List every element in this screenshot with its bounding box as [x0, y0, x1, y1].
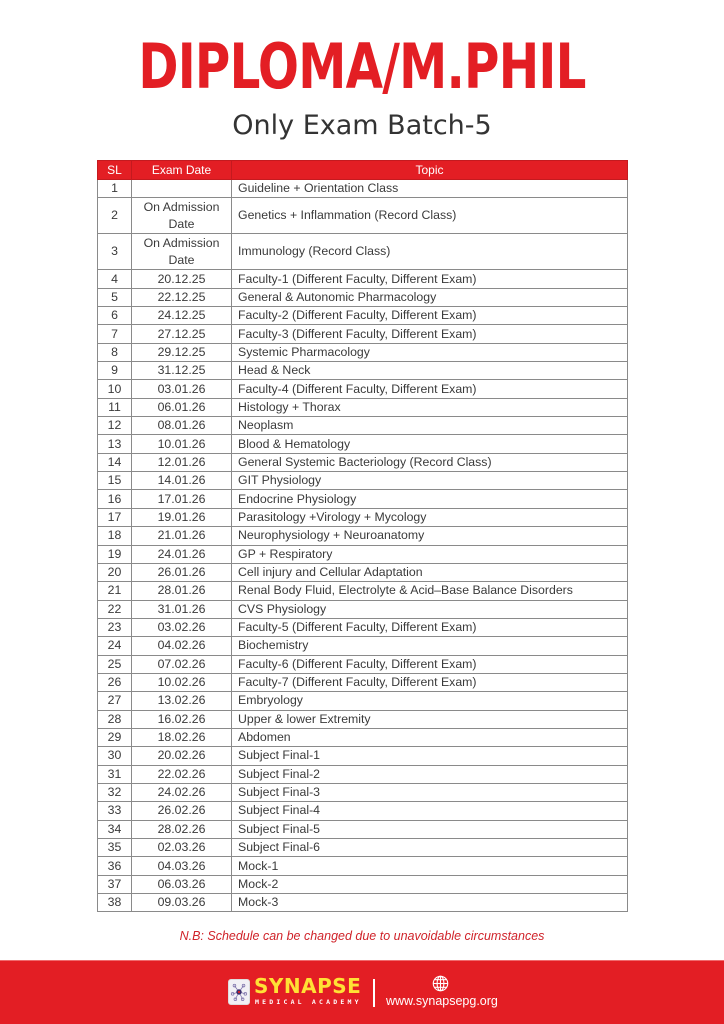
sl-cell: 14: [98, 453, 132, 471]
sl-cell: 19: [98, 545, 132, 563]
topic-cell: Mock-3: [232, 894, 628, 912]
table-row: [98, 655, 628, 673]
exam-date-cell: 03.02.26: [132, 618, 232, 636]
exam-date-cell: 31.01.26: [132, 600, 232, 618]
exam-date-cell: 06.01.26: [132, 398, 232, 416]
sl-cell: 13: [98, 435, 132, 453]
exam-date-cell: 31.12.25: [132, 362, 232, 380]
table-row: [98, 398, 628, 416]
sl-cell: 1: [98, 180, 132, 198]
exam-date-cell: 03.01.26: [132, 380, 232, 398]
exam-date-cell: 14.01.26: [132, 472, 232, 490]
table-header-row: [98, 161, 628, 180]
table-row: [98, 270, 628, 288]
topic-cell: Faculty-4 (Different Faculty, Different Exam): [232, 380, 628, 398]
exam-date-cell: 07.02.26: [132, 655, 232, 673]
exam-date-cell: 21.01.26: [132, 527, 232, 545]
table-row: [98, 325, 628, 343]
topic-cell: GIT Physiology: [232, 472, 628, 490]
topic-cell: Faculty-5 (Different Faculty, Different Exam): [232, 618, 628, 636]
exam-date-cell: [132, 180, 232, 198]
table-row: [98, 692, 628, 710]
exam-date-cell: 06.03.26: [132, 875, 232, 893]
sl-cell: 11: [98, 398, 132, 416]
exam-date-cell: 04.03.26: [132, 857, 232, 875]
sl-cell: 5: [98, 288, 132, 306]
exam-date-cell: 17.01.26: [132, 490, 232, 508]
page-subtitle: Only Exam Batch-5: [232, 110, 492, 141]
network-nodes-icon: [228, 979, 250, 1005]
sl-cell: 26: [98, 673, 132, 691]
table-row: [98, 380, 628, 398]
table-row: [98, 802, 628, 820]
topic-cell: General & Autonomic Pharmacology: [232, 288, 628, 306]
sl-cell: 25: [98, 655, 132, 673]
topic-cell: Head & Neck: [232, 362, 628, 380]
sl-cell: 3: [98, 234, 132, 270]
exam-date-cell: 10.01.26: [132, 435, 232, 453]
table-row: [98, 508, 628, 526]
sl-cell: 34: [98, 820, 132, 838]
topic-cell: Embryology: [232, 692, 628, 710]
table-row: [98, 839, 628, 857]
table-row: [98, 527, 628, 545]
sl-cell: 22: [98, 600, 132, 618]
topic-cell: Mock-2: [232, 875, 628, 893]
topic-cell: Subject Final-1: [232, 747, 628, 765]
sl-cell: 20: [98, 563, 132, 581]
table-row: [98, 435, 628, 453]
exam-date-cell: 28.02.26: [132, 820, 232, 838]
table-row: [98, 453, 628, 471]
topic-cell: General Systemic Bacteriology (Record Class): [232, 453, 628, 471]
topic-cell: Immunology (Record Class): [232, 234, 628, 270]
exam-date-cell: 26.01.26: [132, 563, 232, 581]
table-row: [98, 417, 628, 435]
exam-date-cell: 27.12.25: [132, 325, 232, 343]
exam-date-cell: 20.12.25: [132, 270, 232, 288]
topic-cell: Genetics + Inflammation (Record Class): [232, 198, 628, 234]
topic-cell: Subject Final-4: [232, 802, 628, 820]
exam-date-cell: 19.01.26: [132, 508, 232, 526]
exam-date-cell: 02.03.26: [132, 839, 232, 857]
table-row: [98, 618, 628, 636]
sl-cell: 18: [98, 527, 132, 545]
exam-date-cell: 16.02.26: [132, 710, 232, 728]
sl-cell: 4: [98, 270, 132, 288]
sl-cell: 24: [98, 637, 132, 655]
table-row: [98, 710, 628, 728]
sl-cell: 30: [98, 747, 132, 765]
sl-cell: 16: [98, 490, 132, 508]
table-row: [98, 783, 628, 801]
topic-cell: Parasitology +Virology + Mycology: [232, 508, 628, 526]
table-row: [98, 234, 628, 270]
topic-cell: Abdomen: [232, 728, 628, 746]
table-row: [98, 563, 628, 581]
topic-cell: Endocrine Physiology: [232, 490, 628, 508]
sl-cell: 27: [98, 692, 132, 710]
sl-cell: 7: [98, 325, 132, 343]
topic-cell: Blood & Hematology: [232, 435, 628, 453]
topic-cell: Subject Final-2: [232, 765, 628, 783]
table-row: [98, 728, 628, 746]
exam-date-cell: 24.02.26: [132, 783, 232, 801]
exam-date-cell: 12.01.26: [132, 453, 232, 471]
table-row: [98, 288, 628, 306]
exam-date-cell: 26.02.26: [132, 802, 232, 820]
topic-cell: Faculty-1 (Different Faculty, Different Exam): [232, 270, 628, 288]
topic-cell: GP + Respiratory: [232, 545, 628, 563]
exam-date-cell: 10.02.26: [132, 673, 232, 691]
exam-date-cell: 04.02.26: [132, 637, 232, 655]
table-row: [98, 343, 628, 361]
sl-cell: 23: [98, 618, 132, 636]
footer-divider: [373, 979, 375, 1007]
table-row: [98, 875, 628, 893]
globe-icon: [432, 975, 449, 992]
table-row: [98, 307, 628, 325]
sl-cell: 2: [98, 198, 132, 234]
table-row: [98, 857, 628, 875]
sl-cell: 15: [98, 472, 132, 490]
exam-date-cell: 28.01.26: [132, 582, 232, 600]
topic-cell: Guideline + Orientation Class: [232, 180, 628, 198]
topic-cell: Systemic Pharmacology: [232, 343, 628, 361]
table-row: [98, 198, 628, 234]
topic-cell: Biochemistry: [232, 637, 628, 655]
table-row: [98, 472, 628, 490]
exam-date-cell: 08.01.26: [132, 417, 232, 435]
table-row: [98, 747, 628, 765]
topic-cell: Subject Final-5: [232, 820, 628, 838]
table-row: [98, 545, 628, 563]
sl-cell: 17: [98, 508, 132, 526]
exam-date-cell: 09.03.26: [132, 894, 232, 912]
sl-cell: 35: [98, 839, 132, 857]
sl-cell: 10: [98, 380, 132, 398]
topic-cell: Neurophysiology + Neuroanatomy: [232, 527, 628, 545]
topic-cell: Faculty-3 (Different Faculty, Different Exam): [232, 325, 628, 343]
exam-date-cell: On Admission Date: [132, 198, 232, 234]
topic-cell: Subject Final-3: [232, 783, 628, 801]
sl-cell: 36: [98, 857, 132, 875]
sl-cell: 37: [98, 875, 132, 893]
table-row: [98, 673, 628, 691]
footer-banner: [0, 960, 724, 1024]
column-header-topic: Topic: [232, 161, 628, 180]
sl-cell: 8: [98, 343, 132, 361]
column-header-exam-date: Exam Date: [132, 161, 232, 180]
table-row: [98, 600, 628, 618]
topic-cell: Faculty-6 (Different Faculty, Different Exam): [232, 655, 628, 673]
exam-date-cell: 20.02.26: [132, 747, 232, 765]
sl-cell: 6: [98, 307, 132, 325]
topic-cell: Upper & lower Extremity: [232, 710, 628, 728]
website-link[interactable]: www.synapsepg.org: [386, 994, 498, 1008]
topic-cell: Faculty-2 (Different Faculty, Different Exam): [232, 307, 628, 325]
table-row: [98, 582, 628, 600]
brand-subtitle: MEDICAL ACADEMY: [255, 998, 362, 1006]
exam-schedule-table: [97, 160, 628, 912]
table-row: [98, 765, 628, 783]
exam-date-cell: On Admission Date: [132, 234, 232, 270]
table-body: [98, 180, 628, 912]
topic-cell: Subject Final-6: [232, 839, 628, 857]
sl-cell: 9: [98, 362, 132, 380]
exam-date-cell: 24.12.25: [132, 307, 232, 325]
sl-cell: 29: [98, 728, 132, 746]
sl-cell: 32: [98, 783, 132, 801]
sl-cell: 12: [98, 417, 132, 435]
exam-date-cell: 22.02.26: [132, 765, 232, 783]
table-row: [98, 894, 628, 912]
topic-cell: Histology + Thorax: [232, 398, 628, 416]
table-row: [98, 820, 628, 838]
exam-date-cell: 13.02.26: [132, 692, 232, 710]
exam-date-cell: 24.01.26: [132, 545, 232, 563]
sl-cell: 31: [98, 765, 132, 783]
exam-date-cell: 22.12.25: [132, 288, 232, 306]
topic-cell: Mock-1: [232, 857, 628, 875]
topic-cell: Faculty-7 (Different Faculty, Different Exam): [232, 673, 628, 691]
sl-cell: 28: [98, 710, 132, 728]
schedule-note: N.B: Schedule can be changed due to unavoidable circumstances: [179, 929, 545, 943]
sl-cell: 33: [98, 802, 132, 820]
column-header-sl: SL: [98, 161, 132, 180]
sl-cell: 21: [98, 582, 132, 600]
topic-cell: CVS Physiology: [232, 600, 628, 618]
table-row: [98, 180, 628, 198]
topic-cell: Neoplasm: [232, 417, 628, 435]
table-row: [98, 637, 628, 655]
topic-cell: Cell injury and Cellular Adaptation: [232, 563, 628, 581]
page-title: DIPLOMA/M.PHIL: [138, 30, 586, 103]
table-row: [98, 362, 628, 380]
exam-date-cell: 29.12.25: [132, 343, 232, 361]
sl-cell: 38: [98, 894, 132, 912]
topic-cell: Renal Body Fluid, Electrolyte & Acid–Base Balance Disorders: [232, 582, 628, 600]
exam-date-cell: 18.02.26: [132, 728, 232, 746]
brand-name: SYNAPSE: [254, 974, 362, 998]
table-row: [98, 490, 628, 508]
